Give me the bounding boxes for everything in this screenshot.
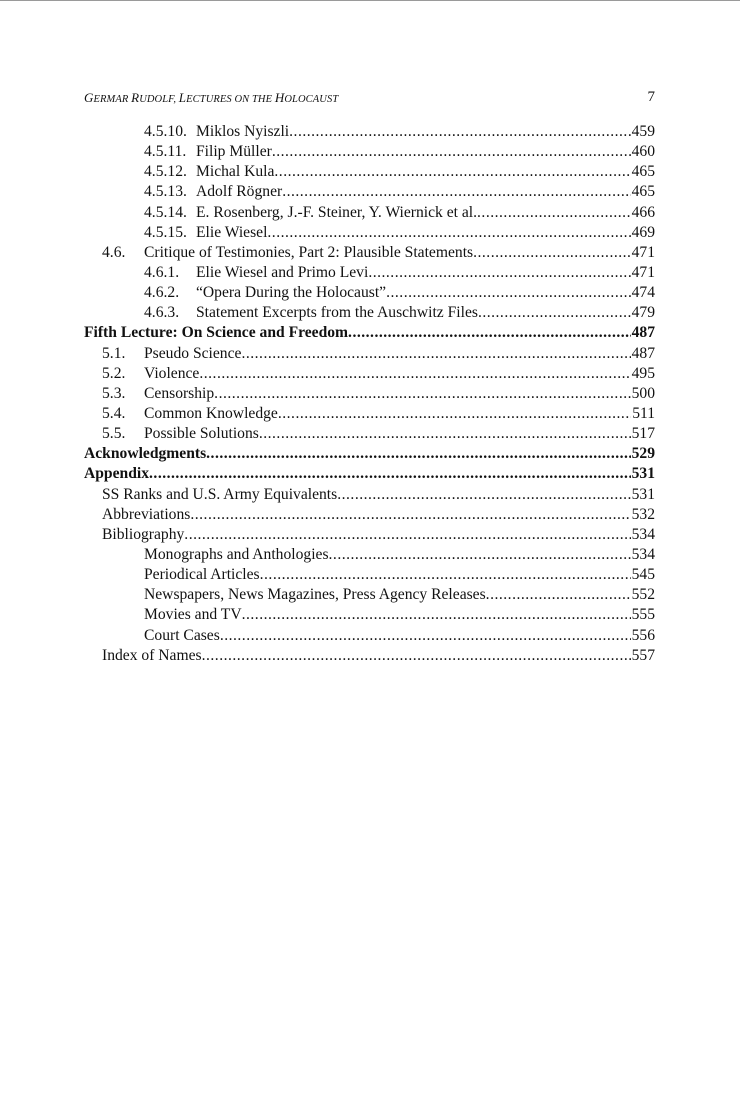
header-title-part: UDOLF, <box>139 94 179 105</box>
dot-leader <box>473 243 631 263</box>
dot-leader <box>272 142 631 162</box>
toc-entry[interactable] <box>84 605 655 625</box>
toc-entry-title: Movies and TV <box>144 606 242 624</box>
toc-entry[interactable] <box>84 142 655 162</box>
toc-entry-title: Newspapers, News Magazines, Press Agency Releases <box>144 586 486 604</box>
toc-entry-page: 557 <box>631 646 655 664</box>
toc-entry-title: Statement Excerpts from the Auschwitz Files <box>196 304 478 322</box>
toc-entry-title: Miklos Nyiszli <box>196 123 290 140</box>
toc-entry[interactable] <box>84 364 655 384</box>
toc-entry[interactable] <box>84 344 655 364</box>
toc-entry-page: 465 <box>631 163 655 181</box>
toc-entry-line <box>196 182 655 202</box>
dot-leader <box>184 525 630 545</box>
toc-entry-line <box>196 263 655 283</box>
toc-entry-number: 5.1. <box>102 344 126 362</box>
toc-entry[interactable] <box>84 182 655 202</box>
toc-entry-page: 534 <box>631 545 655 563</box>
toc-entry-title: E. Rosenberg, J.-F. Steiner, Y. Wiernick et al. <box>196 203 478 221</box>
toc-entry-title: Adolf Rögner <box>196 183 283 201</box>
dot-leader <box>220 626 631 646</box>
toc-entry-title: Monographs and Anthologies <box>144 545 329 563</box>
header-title-part: L <box>178 90 187 105</box>
toc-entry-page: 460 <box>631 143 655 161</box>
toc-entry-page: 465 <box>631 183 655 201</box>
dot-leader <box>149 464 631 484</box>
toc-entry-page: 531 <box>631 465 655 483</box>
toc-entry-line <box>144 605 655 625</box>
toc-entry-title: Court Cases <box>144 626 220 644</box>
dot-leader <box>329 545 631 565</box>
header-title-part: ECTURES ON THE <box>186 94 275 105</box>
toc-entry-line <box>102 505 655 525</box>
toc-entry-number: 5.2. <box>102 364 126 382</box>
header-title-part: R <box>131 90 140 105</box>
dot-leader <box>202 646 631 666</box>
toc-entry-page: 459 <box>631 123 655 140</box>
toc-entry-line <box>196 303 655 323</box>
toc-entry-page: 556 <box>631 626 655 644</box>
dot-leader <box>259 424 631 444</box>
toc-entry[interactable] <box>84 626 655 646</box>
toc-entry-title: Pseudo Science <box>144 344 242 362</box>
dot-leader <box>486 585 631 605</box>
toc-entry-line <box>144 626 655 646</box>
toc-entry-line <box>102 646 655 666</box>
toc-entry-number: 4.5.15. <box>144 223 187 241</box>
toc-entry[interactable] <box>84 263 655 283</box>
toc-entry-title: Critique of Testimonies, Part 2: Plausible Statements <box>144 243 474 261</box>
dot-leader <box>478 303 631 323</box>
toc-entry-title: Fifth Lecture: On Science and Freedom <box>84 324 349 342</box>
dot-leader <box>199 364 630 384</box>
toc-entry-page: 555 <box>631 606 655 624</box>
toc-entry[interactable] <box>84 303 655 323</box>
toc-entry-title: Elie Wiesel and Primo Levi <box>196 263 369 281</box>
toc-entry[interactable] <box>84 585 655 605</box>
toc-entry-line <box>144 364 655 384</box>
toc-entry[interactable] <box>84 203 655 223</box>
toc-entry-number: 5.3. <box>102 384 126 402</box>
table-of-contents <box>84 122 655 666</box>
toc-entry-page: 495 <box>631 364 655 382</box>
toc-entry[interactable] <box>84 444 655 464</box>
header-title-part: ERMAR <box>93 94 132 105</box>
toc-entry-page: 511 <box>632 404 655 422</box>
dot-leader <box>282 182 630 202</box>
toc-entry-title: Censorship <box>144 384 215 402</box>
toc-entry-number: 4.5.11. <box>144 143 187 161</box>
toc-entry-page: 487 <box>631 324 655 342</box>
toc-entry-page: 532 <box>631 505 655 523</box>
toc-entry-page: 471 <box>631 243 655 261</box>
toc-entry-title: Filip Müller <box>196 143 272 161</box>
toc-entry-line <box>84 323 655 343</box>
toc-entry-page: 531 <box>631 485 655 503</box>
dot-leader <box>278 404 631 424</box>
toc-entry-line <box>196 122 655 142</box>
toc-entry-line <box>196 142 655 162</box>
toc-entry-page: 474 <box>631 284 655 302</box>
toc-entry-title: Michal Kula <box>196 163 275 181</box>
toc-entry-line <box>144 243 655 263</box>
toc-entry-page: 487 <box>631 344 655 362</box>
toc-entry-number: 4.6.1. <box>144 263 180 281</box>
toc-entry-line <box>196 283 655 303</box>
toc-entry-title: Appendix <box>84 465 150 483</box>
toc-entry[interactable] <box>84 243 655 263</box>
toc-entry-title: Violence <box>144 364 200 382</box>
dot-leader <box>274 162 630 182</box>
toc-entry[interactable] <box>84 545 655 565</box>
toc-entry-line <box>196 223 655 243</box>
toc-entry-number: 4.5.13. <box>144 183 187 201</box>
header-page-number: 7 <box>647 89 655 105</box>
toc-entry-number: 4.6.3. <box>144 304 180 322</box>
toc-entry-title: “Opera During the Holocaust” <box>196 284 387 302</box>
toc-entry-title: SS Ranks and U.S. Army Equivalents <box>102 485 338 503</box>
toc-entry-line <box>144 384 655 404</box>
toc-entry-line <box>144 344 655 364</box>
dot-leader <box>241 344 630 364</box>
toc-entry-title: Common Knowledge <box>144 404 278 422</box>
header-title-part: H <box>274 90 285 105</box>
toc-entry[interactable] <box>84 505 655 525</box>
toc-entry-line <box>102 485 655 505</box>
toc-entry-page: 469 <box>631 223 655 241</box>
toc-entry-line <box>196 162 655 182</box>
toc-entry-page: 534 <box>631 525 655 543</box>
toc-entry-page: 471 <box>631 263 655 281</box>
toc-entry[interactable] <box>84 424 655 444</box>
toc-entry[interactable] <box>84 323 655 343</box>
toc-entry[interactable] <box>84 223 655 243</box>
toc-entry-title: Periodical Articles <box>144 566 260 584</box>
running-header-title <box>84 90 338 106</box>
toc-entry-title: Possible Solutions <box>144 425 259 443</box>
toc-entry[interactable] <box>84 525 655 545</box>
dot-leader <box>289 122 630 142</box>
toc-entry-line <box>102 525 655 545</box>
dot-leader <box>477 203 631 223</box>
toc-entry-title: Index of Names <box>102 646 202 664</box>
header-title-part: G <box>84 90 94 105</box>
toc-entry[interactable] <box>84 646 655 666</box>
toc-entry-line <box>144 565 655 585</box>
toc-entry-number: 4.6. <box>102 243 126 261</box>
dot-leader <box>206 444 630 464</box>
toc-entry[interactable] <box>84 283 655 303</box>
toc-entry[interactable] <box>84 384 655 404</box>
toc-entry-page: 517 <box>631 425 655 443</box>
toc-entry-page: 479 <box>631 304 655 322</box>
toc-entry-line <box>144 404 655 424</box>
dot-leader <box>348 323 631 343</box>
toc-entry[interactable] <box>84 565 655 585</box>
toc-entry-page: 529 <box>631 445 655 463</box>
toc-entry[interactable] <box>84 404 655 424</box>
toc-entry-number: 5.4. <box>102 404 126 422</box>
toc-entry-line <box>144 424 655 444</box>
dot-leader <box>242 605 631 625</box>
toc-entry-number: 5.5. <box>102 425 126 443</box>
page-top-border <box>0 0 740 1</box>
toc-entry-page: 545 <box>631 566 655 584</box>
toc-entry[interactable] <box>84 162 655 182</box>
toc-entry-title: Bibliography <box>102 525 185 543</box>
dot-leader <box>260 565 631 585</box>
toc-entry-page: 500 <box>631 384 655 402</box>
toc-entry[interactable] <box>84 464 655 484</box>
toc-entry-title: Abbreviations <box>102 505 191 523</box>
toc-entry-line <box>84 444 655 464</box>
dot-leader <box>337 485 630 505</box>
toc-entry[interactable] <box>84 122 655 142</box>
dot-leader <box>190 505 630 525</box>
toc-entry-number: 4.6.2. <box>144 284 180 302</box>
toc-entry-number: 4.5.14. <box>144 203 187 221</box>
toc-entry[interactable] <box>84 485 655 505</box>
dot-leader <box>214 384 630 404</box>
toc-entry-page: 466 <box>631 203 655 221</box>
toc-entry-number: 4.5.10. <box>144 123 187 140</box>
running-header <box>84 90 655 108</box>
toc-entry-line <box>144 545 655 565</box>
toc-entry-page: 552 <box>631 586 655 604</box>
toc-entry-number: 4.5.12. <box>144 163 187 181</box>
toc-entry-line <box>196 203 655 223</box>
dot-leader <box>368 263 630 283</box>
toc-entry-title: Acknowledgments <box>84 445 207 463</box>
dot-leader <box>386 283 631 303</box>
toc-entry-title: Elie Wiesel <box>196 223 268 241</box>
toc-entry-line <box>144 585 655 605</box>
dot-leader <box>267 223 630 243</box>
header-title-part: OLOCAUST <box>284 94 339 105</box>
toc-entry-line <box>84 464 655 484</box>
